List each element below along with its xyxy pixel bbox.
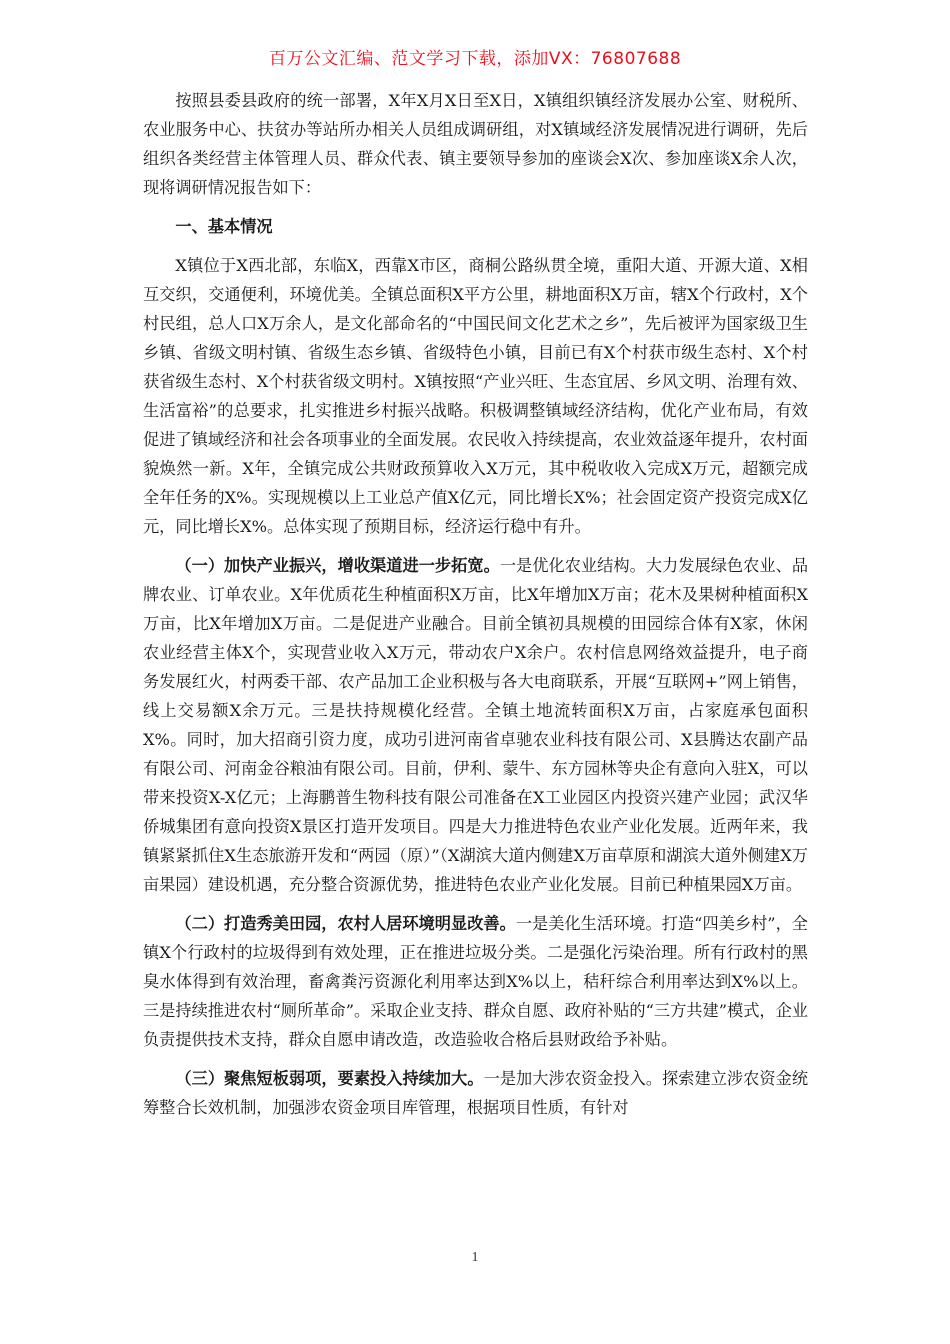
page-number: 1 — [471, 1250, 479, 1265]
industry-paragraph — [143, 551, 808, 899]
paragraph-lead: （一）加快产业振兴，增收渠道进一步拓宽。 — [175, 556, 500, 575]
intro-paragraph: 按照县委县政府的统一部署，X年X月X日至X日，X镇组织镇经济发展办公室、财税所、农业服务中心、扶贫办等站所办相关人员组成调研组，对X镇域经济发展情况进行调研，先后组织各类经营主体管理人员、群众代表、镇主要领导参加的座谈会X次、参加座谈X余人次，现将调研情况报告如下： — [143, 91, 808, 197]
header-banner: 百万公文汇编、范文学习下载，添加VX：76807688 — [268, 49, 682, 69]
basic-situation-paragraph: X镇位于X西北部，东临X，西靠X市区，商桐公路纵贯全境，重阳大道、开源大道、X相互交织，交通便利，环境优美。全镇总面积X平方公里，耕地面积X万亩，辖X个行政村，X个村民组，总人口X万余人，是文化部命名的“中国民间文化艺术之乡”，先后被评为国家级卫生乡镇、省级文明村镇、省级生态乡镇、省级特色小镇，目前已有X个村获市级生态村、X个村获省级生态村、X个村获省级文明村。X镇按照“产业兴旺、生态宜居、乡风文明、治理有效、生活富裕”的总要求，扎实推进乡村振兴战略。积极调整镇域经济结构，优化产业布局，有效促进了镇域经济和社会各项事业的全面发展。农民收入持续提高，农业效益逐年提升，农村面貌焕然一新。X年，全镇完成公共财政预算收入X万元，其中税收收入完成X万元，超额完成全年任务的X%。实现规模以上工业总产值X亿元，同比增长X%；社会固定资产投资完成X亿元，同比增长X%。总体实现了预期目标，经济运行稳中有升。 — [143, 256, 808, 536]
paragraph-text: 一是优化农业结构。大力发展绿色农业、品牌农业、订单农业。X年优质花生种植面积X万亩，比X年增加X万亩；花木及果树种植面积X万亩，比X年增加X万亩。二是促进产业融合。目前全镇初具规模的田园综合体有X家，休闲农业经营主体X个，实现营业收入X万元，带动农户X余户。农村信息网络效益提升，电子商务发展红火，村两委干部、农产品加工企业积极与各大电商联系，开展“互联网+”网上销售，线上交易额X余万元。三是扶持规模化经营。全镇土地流转面积X万亩，占家庭承包面积X%。同时，加大招商引资力度，成功引进河南省卓驰农业科技有限公司、X县腾达农副产品有限公司、河南金谷粮油有限公司。目前，伊利、蒙牛、东方园林等央企有意向入驻X，可以带来投资X-X亿元；上海鹏普生物科技有限公司准备在X工业园区内投资兴建产业园；武汉华侨城集团有意向投资X景区打造开发项目。四是大力推进特色农业产业化发展。近两年来，我镇紧紧抓住X生态旅游开发和“两园（原）”（X湖滨大道内侧建X万亩草原和湖滨大道外侧建X万亩果园）建设机遇，充分整合资源优势，推进特色农业产业化发展。目前已种植果园X万亩。 — [143, 556, 809, 894]
paragraph-lead: （三）聚焦短板弱项，要素投入持续加大。 — [175, 1069, 484, 1088]
paragraph-lead: （二）打造秀美田园，农村人居环境明显改善。 — [175, 914, 516, 933]
paragraph-text: 一是加大涉农资金投入。探索建立涉农资金统筹整合长效机制，加强涉农资金项目库管理，根据项目性质，有针对 — [143, 1069, 809, 1117]
environment-paragraph — [143, 909, 808, 1054]
document-body — [143, 86, 808, 1122]
section-heading: 一、基本情况 — [175, 217, 273, 236]
paragraph-text: 一是美化生活环境。打造“四美乡村”，全镇X个行政村的垃圾得到有效处理，正在推进垃圾分类。二是强化污染治理。所有行政村的黑臭水体得到有效治理，畜禽粪污资源化利用率达到X%以上，秸秆综合利用率达到X%以上。三是持续推进农村“厕所革命”。采取企业支持、群众自愿、政府补贴的“三方共建”模式，企业负责提供技术支持，群众自愿申请改造，改造验收合格后县财政给予补贴。 — [143, 914, 808, 1049]
investment-paragraph — [143, 1064, 808, 1122]
